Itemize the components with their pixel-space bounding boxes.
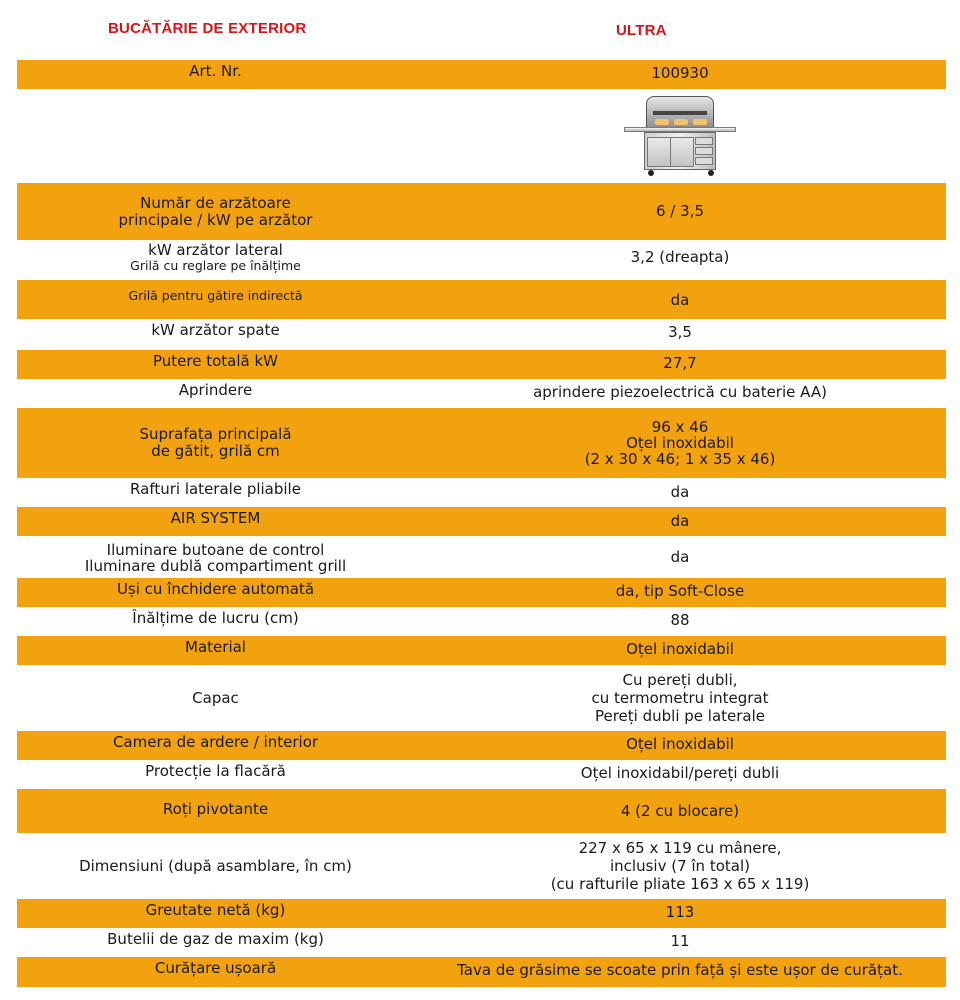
spec-label: kW arzător lateral Grilă cu reglare pe înălțime [130, 241, 301, 273]
spec-label: AIR SYSTEM [170, 509, 261, 527]
spec-value: 3,2 (dreapta) [630, 248, 730, 266]
spec-label: Număr de arzătoare principale / kW pe arzător [118, 193, 313, 229]
spec-value: aprindere piezoelectrică cu baterie AA) [533, 383, 827, 401]
spec-value: 27,7 [663, 354, 697, 372]
spec-row-art-nr [17, 60, 946, 89]
spec-value: 100930 [651, 64, 709, 82]
spec-row-combustion-chamber [17, 731, 946, 760]
spec-value: 6 / 3,5 [656, 202, 704, 220]
section-title: BUCĂTĂRIE DE EXTERIOR [108, 20, 307, 37]
spec-row-lid [17, 665, 946, 731]
spec-label: Capac [192, 688, 239, 707]
spec-row-lighting [17, 536, 946, 578]
spec-value: Cu pereți dubli, cu termometru integrat Pereți dubli pe laterale [591, 671, 769, 725]
spec-value: da [670, 512, 690, 530]
spec-value: 88 [670, 611, 690, 629]
spec-value: 113 [665, 903, 695, 921]
spec-value: Oțel inoxidabil [626, 640, 734, 658]
spec-row-indirect-grill [17, 280, 946, 319]
spec-value: da, tip Soft-Close [615, 582, 745, 600]
spec-label: Rafturi laterale pliabile [130, 480, 301, 498]
spec-label: Suprafața principală de gătit, grilă cm [139, 425, 292, 460]
spec-label: Camera de ardere / interior [112, 733, 319, 751]
spec-row-working-height [17, 607, 946, 636]
spec-row-easy-cleaning [17, 957, 946, 987]
spec-label: Grilă pentru gătire indirectă [128, 288, 303, 303]
spec-value: 4 (2 cu blocare) [620, 801, 740, 820]
page-header [0, 0, 960, 60]
spec-label: Greutate netă (kg) [145, 901, 286, 919]
spec-row-side-burner [17, 240, 946, 280]
spec-row-side-shelves [17, 478, 946, 507]
spec-row-gas-cylinders [17, 928, 946, 957]
spec-label: Butelii de gaz de maxim (kg) [107, 930, 324, 948]
spec-value: Oțel inoxidabil [626, 735, 734, 753]
spec-value: 3,5 [668, 323, 692, 341]
spec-value: da [670, 547, 690, 566]
spec-row-cooking-surface [17, 408, 946, 478]
spec-row-casters [17, 789, 946, 833]
spec-label-empty [17, 89, 414, 183]
spec-row-main-burners [17, 183, 946, 240]
spec-row-ignition [17, 379, 946, 408]
spec-row-net-weight [17, 899, 946, 928]
spec-label: Art. Nr. [189, 62, 242, 80]
spec-label: Iluminare butoane de control Iluminare dublă compartiment grill [84, 541, 347, 575]
spec-value: 227 x 65 x 119 cu mânere, inclusiv (7 în total) (cu rafturile pliate 163 x 65 x 119) [550, 839, 810, 893]
spec-value: Oțel inoxidabil/pereți dubli [580, 764, 780, 782]
spec-label: kW arzător spate [151, 321, 280, 339]
spec-label: Protecție la flacără [145, 762, 286, 780]
spec-value: 11 [670, 932, 690, 950]
spec-row-dimensions [17, 833, 946, 899]
spec-row-rear-burner [17, 319, 946, 350]
grill-product-image [624, 96, 736, 176]
spec-label: Roți pivotante [162, 799, 269, 818]
spec-label: Uși cu închidere automată [116, 580, 315, 598]
spec-row-doors [17, 578, 946, 607]
spec-row-material [17, 636, 946, 665]
spec-value: da [670, 291, 690, 309]
spec-label: Curățare ușoară [154, 959, 277, 977]
spec-label: Putere totală kW [152, 352, 278, 370]
spec-row-flame-protection [17, 760, 946, 789]
product-image-cell [414, 89, 946, 183]
spec-row-air-system [17, 507, 946, 536]
spec-value: da [670, 483, 690, 501]
spec-label: Material [185, 638, 246, 656]
spec-row-total-power [17, 350, 946, 379]
spec-label: Dimensiuni (după asamblare, în cm) [79, 856, 352, 875]
spec-value: Tava de grăsime se scoate prin față și este ușor de curățat. [457, 961, 903, 979]
model-name: ULTRA [616, 22, 667, 39]
spec-row-image [17, 89, 946, 183]
spec-value: 96 x 46 Oțel inoxidabil (2 x 30 x 46; 1 x 35 x 46) [584, 418, 776, 468]
spec-label: Înălțime de lucru (cm) [132, 609, 299, 627]
spec-label: Aprindere [178, 381, 253, 399]
spec-table [17, 60, 946, 987]
